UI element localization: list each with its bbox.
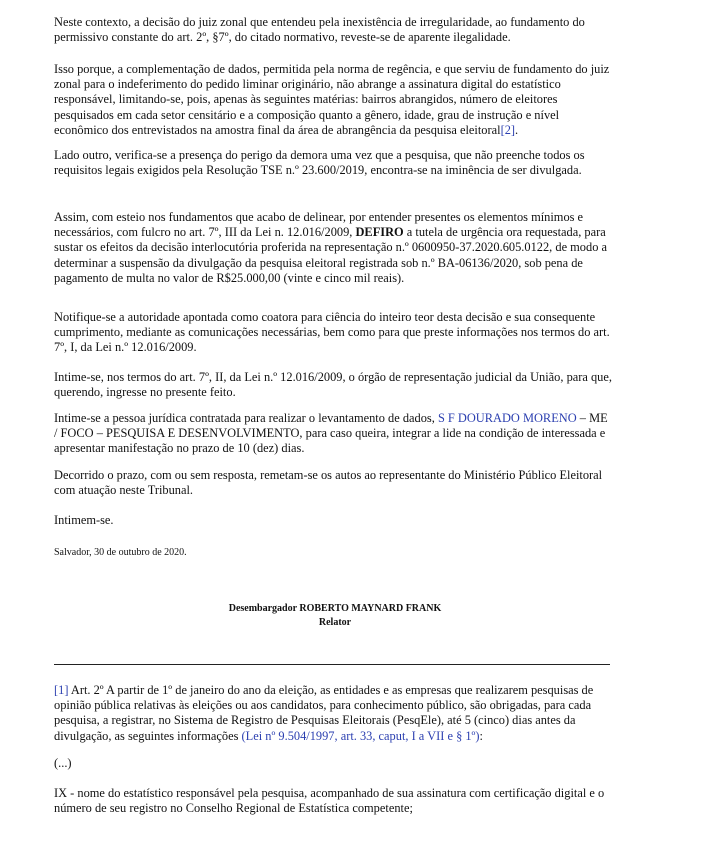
paragraph-end: . (515, 122, 519, 137)
paragraph-text-before: Assim, com esteio nos fundamentos que acabo de delinear, por entender presentes os elementos mínimos e necessários, com fulcro no art. 7º, III da Lei n. 12.016/2009, (54, 210, 584, 240)
paragraph-text: Intime-se, nos termos do art. 7º, II, da Lei n.º 12.016/2009, o órgão de representação judicial da União, para que, querendo, ingresse no presente feito. (54, 370, 612, 400)
paragraph-notify (54, 310, 614, 356)
paragraph-text: Decorrido o prazo, com ou sem resposta, remetam-se os autos ao representante do Ministério Público Eleitoral com atuação neste Tribunal. (54, 468, 603, 498)
date-line: Salvador, 30 de outubro de 2020. (54, 547, 187, 558)
signature-name: Desembargador ROBERTO MAYNARD FRANK (228, 603, 442, 614)
footnote-divider (54, 664, 610, 665)
company-name-link[interactable]: S F DOURADO MORENO (437, 411, 577, 425)
paragraph-text-before: Intime-se a pessoa jurídica contratada para realizar o levantamento de dados, (54, 411, 438, 425)
paragraph-intimem (54, 513, 614, 528)
paragraph-decision (54, 210, 614, 286)
signature-role: Relator (318, 617, 352, 628)
footnote-item-ix: IX - nome do estatístico responsável pela pesquisa, acompanhado de sua assinatura com certificação digital e o número de seu registro no Conselho Regional de Estatística competente; (54, 786, 605, 816)
law-citation-link[interactable]: (Lei nº 9.504/1997, art. 33, caput, I a VII e § 1º) (241, 728, 480, 743)
footnote-text: Art. 2º A partir de 1º de janeiro do ano da eleição, as entidades e as empresas que realizarem pesquisas de opinião pública relativas às eleições ou aos candidatos, para conhecimento público, são obrigadas, para cada pesquisa, a registrar, no Sistema de Registro de Pesquisas Eleitorais (PesqEle), até 5 (cinco) dias antes da divulgação, as seguintes informações (54, 683, 594, 743)
paragraph-text-after: a tutela de urgência ora requestada, para sustar os efeitos da decisão interlocutória proferida na representação n.º 0600950-37.2020.605.0122, de modo a determinar a suspensão da divulgação da pesquisa eleitoral registrada sob n.º BA-06136/2020, sob pena de pagamento de multa no valor de R$25.000,00 (vinte e cinco mil reais). (54, 225, 607, 285)
paragraph-intime-empresa (54, 411, 614, 457)
paragraph-data-complement (54, 62, 614, 138)
footnote-1 (54, 683, 614, 744)
paragraph-text: Intimem-se. (54, 513, 114, 527)
paragraph-deadline (54, 468, 614, 498)
paragraph-intime-uniao (54, 370, 614, 400)
paragraph-text: Neste contexto, a decisão do juiz zonal que entendeu pela inexistência de irregularidade, ao fundamento do permissivo constante do art. 2º, §7º, do citado normativo, reveste-se de aparente ilegalidade. (54, 15, 585, 45)
footnote-ellipsis: (...) (54, 756, 72, 770)
paragraph-periculum (54, 148, 614, 178)
footnote-ref-2-link[interactable]: [2] (500, 122, 516, 137)
defiro-keyword: DEFIRO (355, 225, 404, 240)
paragraph-text-after: – ME / FOCO – PESQUISA E DESENVOLVIMENTO, para caso queira, integrar a lide na condição de interessada e apresentar manifestação no prazo de 10 (dez) dias. (54, 411, 608, 456)
paragraph-text: Isso porque, a complementação de dados, permitida pela norma de regência, e que serviu de fundamento do juiz zonal para o indeferimento do pedido liminar originário, não abrange a assinatura digital do estatístico responsável, limitando-se, pois, apenas às seguintes matérias: bairros abrangidos, número de eleitores pesquisados em cada setor censitário e a composição quanto a gênero, idade, grau de instrução e nível econômico dos entrevistados na amostra final da área de abrangência da pesquisa eleitoral (54, 62, 610, 137)
footnote-end: : (479, 728, 483, 743)
footnote-ref-1-link[interactable]: [1] (54, 683, 69, 697)
paragraph-text: Notifique-se a autoridade apontada como coatora para ciência do inteiro teor desta decisão e sua consequente cumprimento, mediante as comunicações necessárias, bem como para que preste informações nos termos do art. 7º, I, da Lei n.º 12.016/2009. (54, 310, 610, 355)
paragraph-illegality (54, 15, 614, 45)
paragraph-text: Lado outro, verifica-se a presença do perigo da demora uma vez que a pesquisa, que não preenche todos os requisitos legais exigidos pela Resolução TSE n.º 23.600/2019, encontra-se na iminência de ser divulgada. (54, 148, 585, 178)
